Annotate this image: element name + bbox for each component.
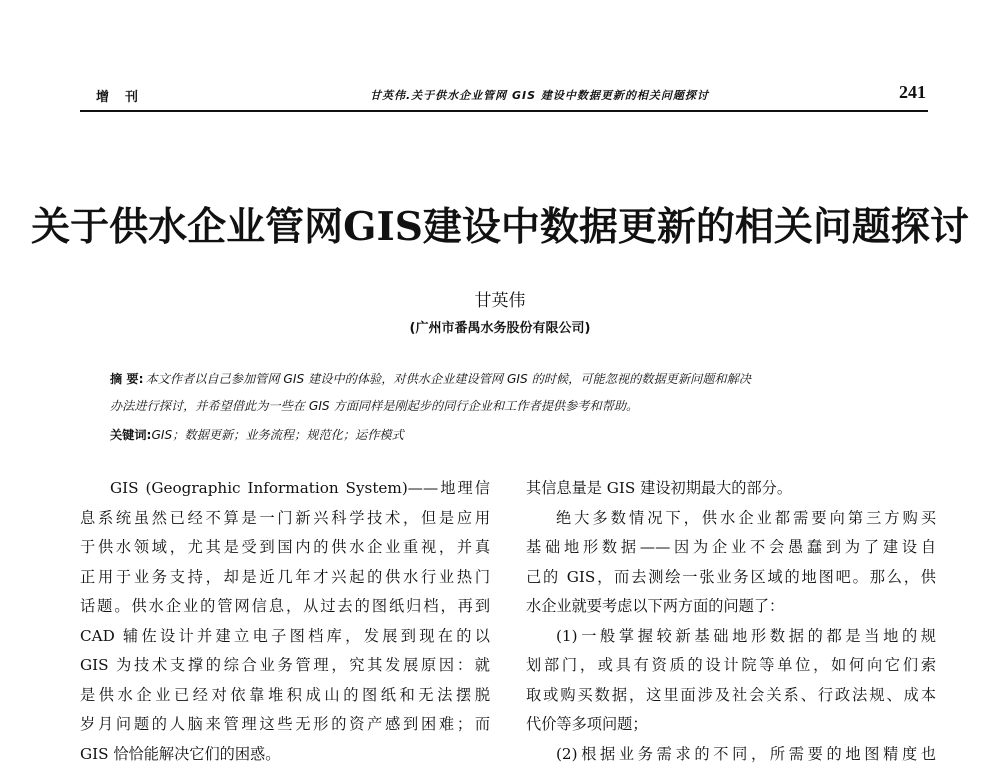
running-header — [80, 84, 928, 112]
running-title: 甘英伟.关于供水企业管网 GIS 建设中数据更新的相关问题探讨 — [370, 87, 709, 103]
body-line: 是供水企业已经对依靠堆积成山的图纸和无法摆脱 — [80, 681, 490, 711]
article-title: 关于供水企业管网GIS建设中数据更新的相关问题探讨 — [0, 196, 1000, 252]
body-line: CAD 辅佐设计并建立电子图档库，发展到现在的以 — [80, 622, 490, 652]
body-line: 话题。供水企业的管网信息，从过去的图纸归档，再到 — [80, 592, 490, 622]
page-number: 241 — [899, 82, 926, 103]
body-line: GIS (Geographic Information System)——地理信 — [80, 474, 490, 504]
body-line: GIS 为技术支撑的综合业务管理，究其发展原因：就 — [80, 651, 490, 681]
body-line: (2)根据业务需求的不同，所需要的地图精度也 — [526, 740, 936, 769]
body-line: 岁月问题的人脑来管理这些无形的资产感到困难；而 — [80, 710, 490, 740]
body-line: 己的 GIS，而去测绘一张业务区域的地图吧。那么，供 — [526, 563, 936, 593]
body-line: 于供水领域，尤其是受到国内的供水企业重视，并真 — [80, 533, 490, 563]
body-line: 代价等多项问题； — [526, 710, 936, 740]
body-line: (1)一般掌握较新基础地形数据的都是当地的规 — [526, 622, 936, 652]
body-column-left — [80, 474, 490, 769]
author-name: 甘英伟 — [0, 286, 1000, 311]
body-line: 其信息量是 GIS 建设初期最大的部分。 — [526, 474, 936, 504]
abstract-label: 摘 要: — [110, 372, 144, 386]
keywords — [110, 426, 930, 443]
body-line: 息系统虽然已经不算是一门新兴科学技术，但是应用 — [80, 504, 490, 534]
abstract — [110, 366, 930, 420]
body-line: GIS 恰恰能解决它们的困惑。 — [80, 740, 490, 769]
body-line: 划部门，或具有资质的设计院等单位，如何向它们索 — [526, 651, 936, 681]
journal-issue-label: 增刊 — [96, 86, 154, 105]
keywords-text: GIS；数据更新；业务流程；规范化；运作模式 — [151, 428, 403, 442]
keywords-label: 关键词: — [110, 428, 151, 442]
author-affiliation: (广州市番禺水务股份有限公司) — [0, 317, 1000, 336]
body-line: 基础地形数据——因为企业不会愚蠢到为了建设自 — [526, 533, 936, 563]
body-line: 正用于业务支持，却是近几年才兴起的供水行业热门 — [80, 563, 490, 593]
abstract-line-2: 办法进行探讨，并希望借此为一些在 GIS 方面同样是刚起步的同行企业和工作者提供参考和帮助。 — [110, 393, 930, 420]
body-column-right — [526, 474, 936, 769]
abstract-line-1 — [110, 366, 930, 393]
body-line: 水企业就要考虑以下两方面的问题了： — [526, 592, 936, 622]
abstract-text-1: 本文作者以自己参加管网 GIS 建设中的体验，对供水企业建设管网 GIS 的时候，可能忽视的数据更新问题和解决 — [146, 372, 751, 386]
body-line: 绝大多数情况下，供水企业都需要向第三方购买 — [526, 504, 936, 534]
body-line: 取或购买数据，这里面涉及社会关系、行政法规、成本 — [526, 681, 936, 711]
